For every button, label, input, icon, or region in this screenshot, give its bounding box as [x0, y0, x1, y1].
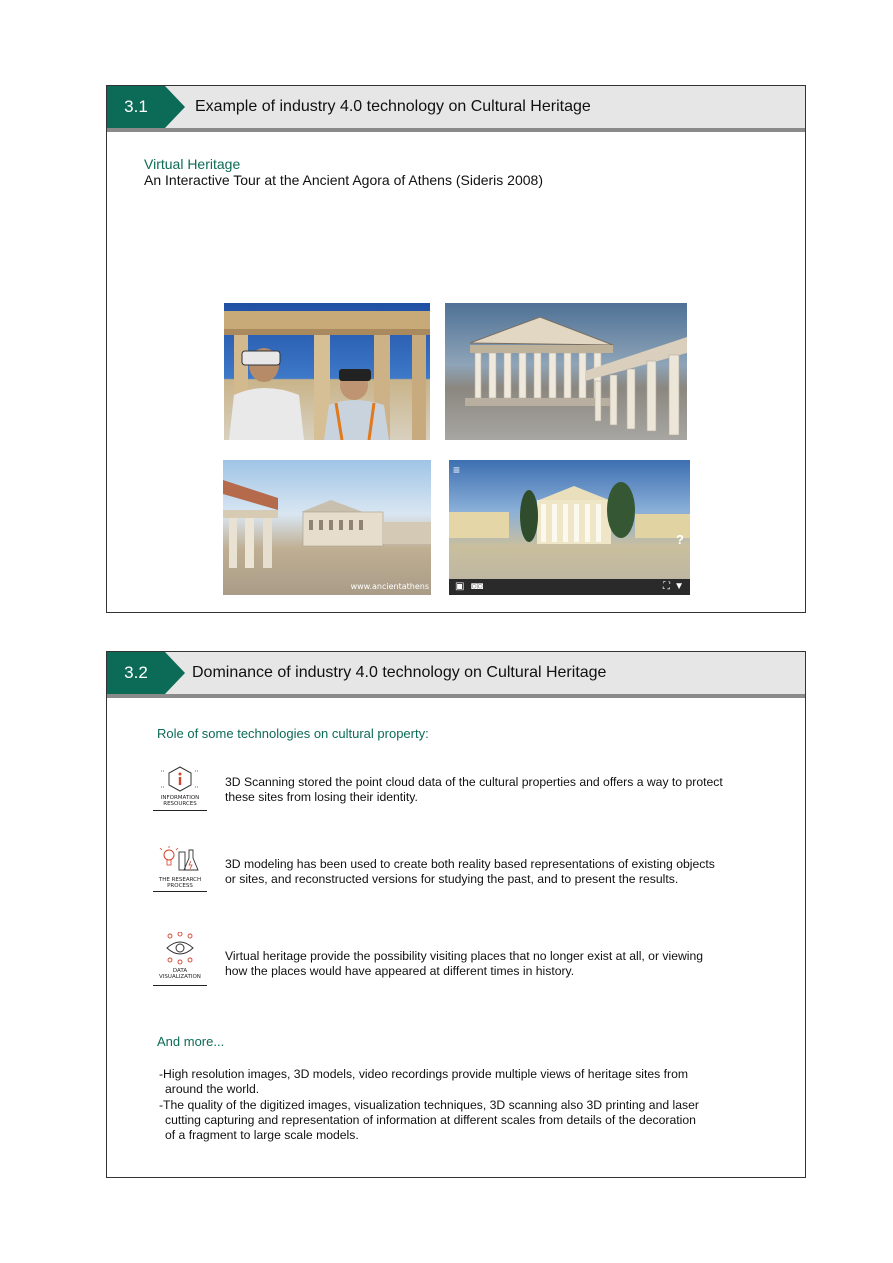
viewer-toolbar	[449, 579, 690, 595]
slide-3-2	[106, 651, 806, 1178]
section-badge	[107, 86, 165, 128]
information-resources-icon	[153, 765, 207, 811]
icon-label: PROCESS	[167, 883, 193, 889]
data-visualization-icon	[153, 932, 207, 978]
slide-header	[107, 86, 805, 132]
item-line: how the places would have appeared at different times in history.	[225, 964, 575, 978]
slide-subtitle: Virtual Heritage	[144, 156, 241, 172]
item-line: these sites from losing their identity.	[225, 790, 418, 804]
icon-label: INFORMATION	[160, 795, 200, 801]
item-line: 3D modeling has been used to create both reality based representations of existing objects	[225, 857, 715, 871]
divider	[153, 891, 207, 892]
vr-goggles-icon[interactable]: ◙◙	[471, 581, 484, 592]
section-badge	[107, 652, 165, 694]
icon-label: THE RESEARCH	[158, 877, 202, 883]
icon-label: DATA	[172, 968, 188, 974]
research-process-icon	[153, 846, 207, 892]
agora-reconstruction-photo	[223, 460, 431, 595]
item-line: 3D Scanning stored the point cloud data of the cultural properties and offers a way to protect	[225, 775, 723, 789]
vr-headset-photo	[224, 303, 430, 440]
section-number: 3.1	[124, 97, 148, 116]
bullet-line: -The quality of the digitized images, visualization techniques, 3D scanning also 3D printing and laser	[159, 1097, 699, 1112]
item-line: or sites, and reconstructed versions for studying the past, and to present the results.	[225, 872, 679, 886]
slide-description: An Interactive Tour at the Ancient Agora of Athens (Sideris 2008)	[144, 172, 543, 188]
role-heading: Role of some technologies on cultural property:	[157, 726, 429, 741]
item-line: Virtual heritage provide the possibility visiting places that no longer exist at all, or viewing	[225, 949, 704, 963]
icon-label: VISUALIZATION	[159, 974, 201, 980]
street-view-photo[interactable]	[449, 460, 690, 595]
slide-header	[107, 652, 805, 698]
menu-icon[interactable]: ≡	[453, 463, 461, 477]
fullscreen-icon[interactable]: ⛶	[663, 581, 670, 592]
bullet-list	[159, 1067, 779, 1143]
icon-label: RESOURCES	[163, 801, 197, 807]
chevron-down-icon[interactable]: ▼	[674, 581, 684, 592]
item-text	[225, 775, 785, 805]
bullet-line: of a fragment to large scale models.	[165, 1128, 359, 1143]
slide-title: Example of industry 4.0 technology on Cultural Heritage	[195, 98, 591, 115]
slide-title: Dominance of industry 4.0 technology on Cultural Heritage	[192, 664, 607, 681]
item-text	[225, 857, 785, 887]
section-number: 3.2	[124, 663, 148, 682]
temple-reconstruction-photo	[445, 303, 687, 440]
photo-icon[interactable]: ▣	[455, 581, 465, 592]
help-icon[interactable]: ?	[676, 532, 684, 547]
bullet-line: around the world.	[165, 1082, 260, 1097]
divider	[153, 810, 207, 811]
bullet-line: -High resolution images, 3D models, video recordings provide multiple views of heritage sites from	[159, 1067, 689, 1081]
photo-watermark: www.ancientathens	[350, 582, 429, 591]
bullet-line: cutting capturing and representation of information at different scales from details of the decoration	[165, 1112, 696, 1127]
item-text	[225, 949, 785, 979]
slide-3-1	[106, 85, 806, 613]
divider	[153, 985, 207, 986]
more-heading: And more...	[157, 1034, 225, 1049]
